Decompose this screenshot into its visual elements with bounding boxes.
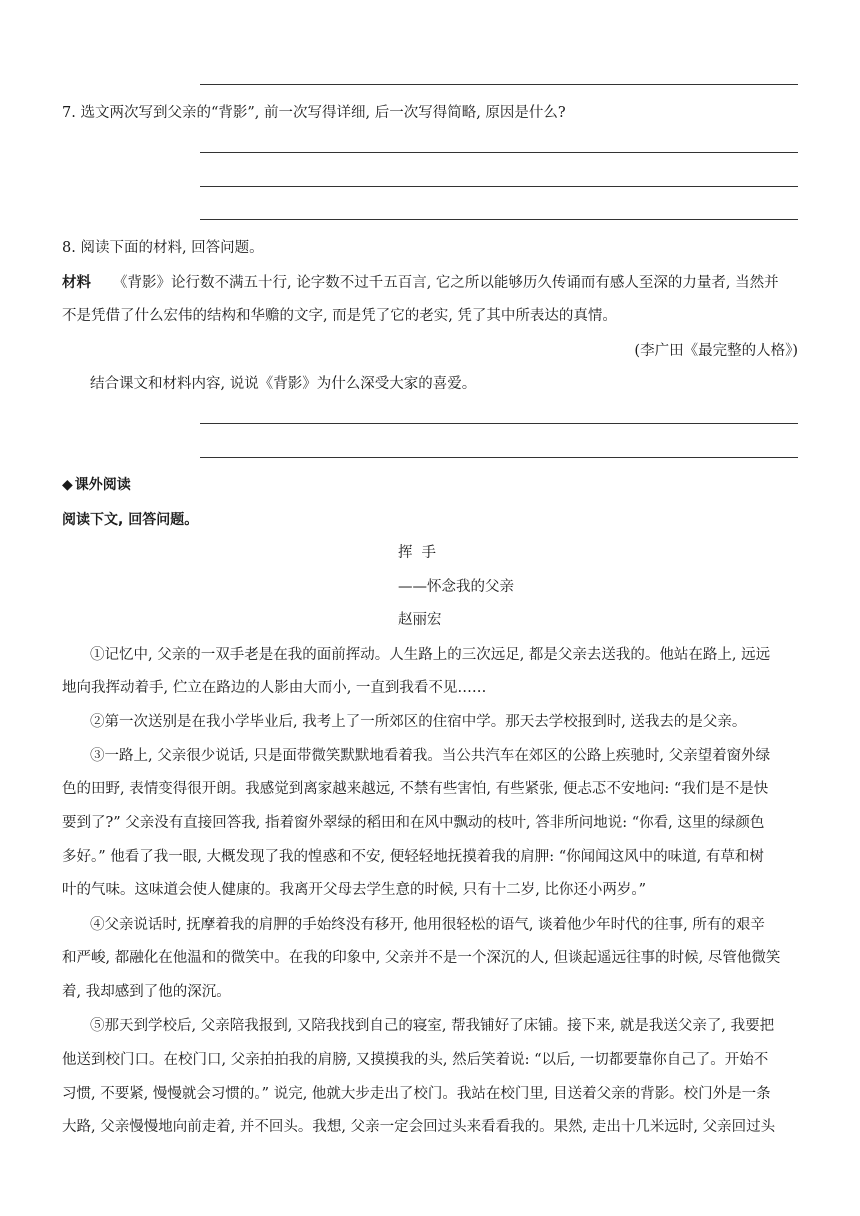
question-8-prompt: 结合课文和材料内容, 说说《背影》为什么深受大家的喜爱。 [90,376,477,392]
diamond-icon: ◆ [62,477,73,493]
article-line: ⑤那天到学校后, 父亲陪我报到, 又陪我找到自己的寝室, 帮我铺好了床铺。接下来, 就是我送父亲了, 我要把 [90,1018,775,1034]
article-subtitle: ——怀念我的父亲 [398,579,514,595]
material-label: 材料 [62,275,91,291]
section-title: 课外阅读 [74,477,131,493]
material-text: 不是凭借了什么宏伟的结构和华赡的文字, 而是凭了它的老实, 凭了其中所表达的真情。 [62,308,617,324]
article-line: ①记忆中, 父亲的一双手老是在我的面前挥动。人生路上的三次远足, 都是父亲去送我的。他站在路上, 远远 [90,647,771,663]
article-line: 他送到校门口。在校门口, 父亲拍拍我的肩膀, 又摸摸我的头, 然后笑着说: “以后, 一切都要靠你自己了。开始不 [62,1052,769,1068]
article-line: 叶的气味。这味道会使人健康的。我离开父母去学生意的时候, 只有十二岁, 比你还小两岁。” [62,882,647,898]
article-line: ③一路上, 父亲很少说话, 只是面带微笑默默地看着我。当公共汽车在郊区的公路上疾驰时, 父亲望着窗外绿 [90,748,771,764]
article-line: 要到了?” 父亲没有直接回答我, 指着窗外翠绿的稻田和在风中飘动的枝叶, 答非所问地说: “你看, 这里的绿颜色 [62,815,765,831]
article-line: ②第一次送别是在我小学毕业后, 我考上了一所郊区的住宿中学。那天去学校报到时, 送我去的是父亲。 [90,714,747,730]
article-line: 着, 我却感到了他的深沉。 [62,984,231,1000]
article-line: 地向我挥动着手, 伫立在路边的人影由大而小, 一直到我看不见…… [62,680,487,696]
answer-line[interactable] [200,84,798,85]
material-text: 《背影》论行数不满五十行, 论字数不过千五百言, 它之所以能够历久传诵而有感人至深的力量者, 当然并 [113,275,779,291]
article-line: 和严峻, 都融化在他温和的微笑中。在我的印象中, 父亲并不是一个深沉的人, 但谈起遥远往事的时候, 尽管他微笑 [62,950,781,966]
material-paragraph-line [62,273,798,293]
section-instruction: 阅读下文, 回答问题。 [62,512,199,528]
article-line: 大路, 父亲慢慢地向前走着, 并不回头。我想, 父亲一定会回过头来看看我的。果然, 走出十几米远时, 父亲回过头 [62,1119,776,1135]
question-7: 7. 选文两次写到父亲的“背影”, 前一次写得详细, 后一次写得简略, 原因是什么? [62,105,566,121]
article-author: 赵丽宏 [398,612,442,628]
material-source: (李广田《最完整的人格》) [634,343,798,359]
answer-line[interactable] [200,457,798,458]
article-line: 多好。” 他看了我一眼, 大概发现了我的惶惑和不安, 便轻轻地抚摸着我的肩胛: “你闻闻这风中的味道, 有草和树 [62,849,764,865]
answer-line[interactable] [200,219,798,220]
section-heading [62,475,798,495]
answer-line[interactable] [200,152,798,153]
article-line: 习惯, 不要紧, 慢慢就会习惯的。” 说完, 他就大步走出了校门。我站在校门里, 目送着父亲的背影。校门外是一条 [62,1086,771,1102]
answer-line[interactable] [200,186,798,187]
question-8: 8. 阅读下面的材料, 回答问题。 [62,240,264,256]
article-title: 挥 手 [398,545,439,561]
article-line: 色的田野, 表情变得很开朗。我感觉到离家越来越远, 不禁有些害怕, 有些紧张, 便忐忑不安地问: “我们是不是快 [62,781,769,797]
answer-line[interactable] [200,423,798,424]
article-line: ④父亲说话时, 抚摩着我的肩胛的手始终没有移开, 他用很轻松的语气, 谈着他少年时代的往事, 所有的艰辛 [90,917,765,933]
